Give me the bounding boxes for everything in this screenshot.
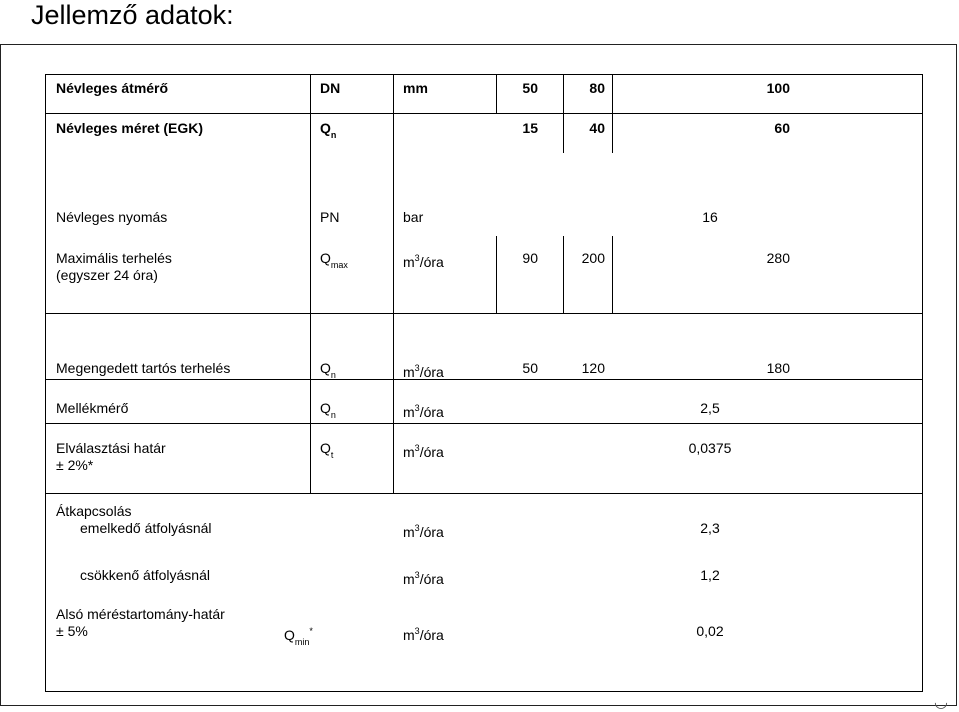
lower-limit-unit: $m^3$/óra [403,626,444,643]
lower-limit-label-1: Alsó méréstartomány-határ [56,606,225,622]
side-meter-symbol: $Q_n$ [320,400,336,420]
cont-load-unit: $m^3$/óra [403,363,444,380]
size-value-1: 15 [522,120,538,136]
side-meter-value: 2,5 [700,400,720,416]
diameter-label: Névleges átmérő [56,80,169,96]
diameter-value-1: 50 [522,80,538,96]
switch-down-label: csökkenő átfolyásnál [80,567,210,583]
row-divider [46,493,922,494]
cont-load-value-1: 50 [522,360,538,376]
separation-symbol: $Q_t$ [320,440,334,460]
pressure-value: 16 [702,209,718,225]
separation-label-2: ± 2%* [56,457,94,473]
max-load-unit: $m^3$/óra [403,253,444,270]
cont-load-value-2: 120 [581,360,605,376]
column-divider [563,236,564,314]
column-divider [310,75,311,493]
row-divider [46,113,922,114]
switch-up-unit: $m^3$/óra [403,523,444,540]
lower-limit-symbol: $Q_{min}^*$ [284,626,313,647]
pressure-label: Névleges nyomás [56,209,168,225]
cont-load-symbol: $Q_n$ [320,360,336,380]
switch-up-label-1: Átkapcsolás [56,503,132,519]
row-divider [46,313,922,314]
row-divider [46,379,922,380]
switch-down-value: 1,2 [700,567,720,583]
max-load-label-2: (egyszer 24 óra) [56,267,158,283]
size-label: Névleges méret (EGK) [56,120,204,136]
lower-limit-value: 0,02 [696,623,724,639]
separation-value: 0,0375 [688,440,732,456]
column-divider [393,75,394,493]
diameter-unit: mm [403,80,428,96]
side-meter-unit: $m^3$/óra [403,403,444,420]
pressure-unit: bar [403,209,424,225]
max-load-value-3: 280 [766,250,790,266]
diameter-value-2: 80 [589,80,605,96]
lower-limit-label-2: ± 5% [56,623,88,639]
size-value-2: 40 [589,120,605,136]
column-divider [612,236,613,314]
size-value-3: 60 [774,120,790,136]
diameter-value-3: 100 [766,80,790,96]
switch-down-unit: $m^3$/óra [403,570,444,587]
max-load-symbol: $Q_{max}$ [320,250,348,270]
pressure-symbol: PN [320,209,340,225]
max-load-label-1: Maximális terhelés [56,250,172,266]
separation-unit: $m^3$/óra [403,443,444,460]
row-divider [46,423,922,424]
max-load-value-2: 200 [581,250,605,266]
cont-load-value-3: 180 [766,360,790,376]
max-load-value-1: 90 [522,250,538,266]
cont-load-label: Megengedett tartós terhelés [56,360,231,376]
column-divider [563,75,564,153]
corner-mark: ◡ [934,694,948,711]
size-symbol: $Q_n$ [320,120,337,140]
diameter-symbol: DN [320,80,341,96]
column-divider [612,75,613,153]
switch-up-value: 2,3 [700,520,720,536]
side-meter-label: Mellékmérő [56,400,129,416]
spec-table [45,74,923,692]
page-title: Jellemző adatok: [31,0,234,30]
column-divider [496,75,497,113]
switch-up-label-2: emelkedő átfolyásnál [80,520,212,536]
separation-label-1: Elválasztási határ [56,440,166,456]
column-divider [496,236,497,314]
